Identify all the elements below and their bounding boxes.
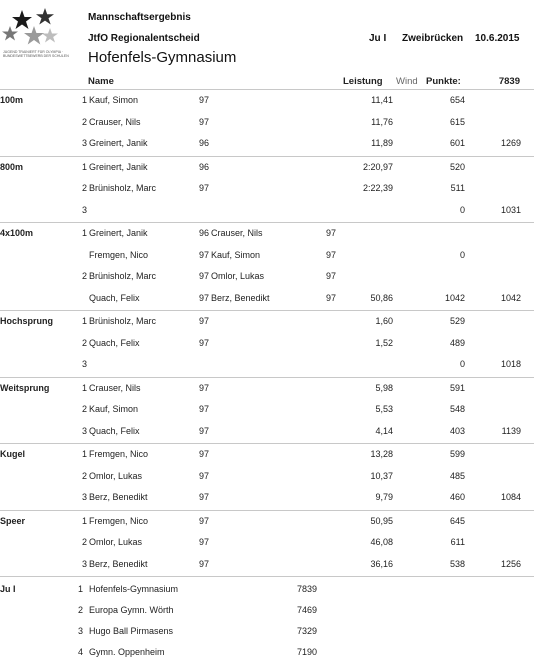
athlete-place: 1 [81, 95, 87, 105]
athlete-name: Kauf, Simon [89, 95, 139, 105]
column-header-punkte: Punkte: [426, 76, 461, 87]
competition-name: JtfO Regionalentscheid [88, 33, 200, 44]
athlete-name: Crauser, Nils [211, 228, 263, 238]
points: 645 [449, 515, 465, 526]
athlete-name: Crauser, Nils [89, 116, 141, 127]
athlete-name: Fremgen, Nico [89, 515, 149, 526]
star-icon [12, 10, 32, 29]
performance: 10,37 [370, 470, 393, 481]
athlete-year: 97 [326, 271, 337, 281]
row-divider [0, 310, 534, 311]
points: 489 [449, 337, 465, 348]
athlete-year: 97 [199, 425, 210, 436]
athlete-name: Fremgen, Nico [89, 249, 149, 260]
athlete-year: 97 [199, 492, 210, 502]
discipline-total: 1084 [500, 492, 521, 502]
athlete-year: 96 [199, 138, 210, 148]
athlete-year: 97 [199, 249, 210, 260]
points: 460 [449, 492, 465, 502]
athlete-name: Berz, Benedikt [211, 292, 270, 303]
performance: 50,86 [370, 292, 393, 303]
ranking-school: Europa Gymn. Wörth [89, 605, 174, 615]
row-divider [0, 443, 534, 444]
points: 485 [449, 470, 465, 481]
ranking-points: 7190 [297, 647, 318, 657]
discipline-name: Speer [0, 515, 26, 526]
ranking-class-label: Ju I [0, 584, 16, 594]
athlete-place: 3 [81, 492, 87, 502]
athlete-name: Kauf, Simon [89, 404, 139, 414]
athlete-place: 2 [81, 183, 87, 193]
performance: 11,89 [371, 138, 393, 148]
performance: 2:22,39 [362, 183, 393, 193]
athlete-name: Berz, Benedikt [89, 558, 148, 569]
ranking-place: 3 [77, 626, 83, 636]
ranking-points: 7469 [297, 605, 318, 615]
team-total-points: 7839 [498, 76, 520, 87]
points: 1042 [444, 292, 465, 303]
athlete-year: 97 [199, 515, 210, 526]
athlete-year: 97 [326, 228, 337, 238]
ranking-place: 2 [77, 605, 83, 615]
discipline-total: 1031 [500, 204, 521, 215]
venue: Zweibrücken [402, 33, 464, 44]
discipline-name: 800m [0, 161, 24, 172]
athlete-year: 97 [199, 558, 210, 569]
athlete-place: 3 [81, 558, 87, 569]
row-divider [0, 89, 534, 90]
athlete-year: 97 [199, 337, 210, 348]
performance: 4,14 [375, 425, 393, 436]
performance: 2:20,97 [362, 161, 393, 172]
points: 529 [449, 316, 465, 326]
athlete-place: 3 [81, 425, 87, 436]
athlete-name: Brünisholz, Marc [89, 183, 157, 193]
athlete-year: 97 [326, 292, 337, 303]
row-divider [0, 377, 534, 378]
athlete-year: 97 [199, 116, 210, 127]
ranking-points: 7329 [297, 626, 318, 636]
performance: 1,52 [375, 337, 393, 348]
school-name: Hofenfels-Gymnasium [88, 49, 237, 66]
athlete-place: 1 [81, 382, 87, 393]
athlete-place: 1 [81, 515, 87, 526]
discipline-name: Kugel [0, 449, 26, 459]
performance: 11,41 [371, 95, 393, 105]
points: 591 [449, 382, 465, 393]
athlete-place: 2 [81, 271, 87, 281]
athlete-year: 97 [199, 449, 210, 459]
ranking-points: 7839 [297, 584, 318, 594]
discipline-total: 1042 [500, 292, 521, 303]
ranking-school: Hofenfels-Gymnasium [89, 584, 179, 594]
event-date: 10.6.2015 [475, 33, 520, 44]
athlete-name: Greinert, Janik [89, 138, 148, 148]
athlete-year: 96 [199, 228, 210, 238]
athlete-year: 97 [199, 292, 210, 303]
athlete-year: 97 [199, 470, 210, 481]
athlete-name: Quach, Felix [89, 337, 140, 348]
points: 654 [449, 95, 465, 105]
points: 611 [450, 537, 465, 547]
athlete-place: 1 [81, 161, 87, 172]
points: 0 [459, 249, 465, 260]
points: 520 [449, 161, 465, 172]
column-header-leistung: Leistung [343, 76, 383, 87]
age-class: Ju I [369, 33, 387, 44]
athlete-place: 3 [81, 138, 87, 148]
star-icon [36, 8, 54, 25]
row-divider [0, 222, 534, 223]
athlete-year: 97 [199, 95, 210, 105]
performance: 36,16 [370, 558, 393, 569]
logo-text: JUGEND TRAINIERT FÜR OLYMPIA · BUNDESWETTBEWERB DER SCHULEN [3, 50, 69, 58]
performance: 5,53 [375, 404, 393, 414]
column-header-name: Name [88, 76, 114, 87]
athlete-name: Greinert, Janik [89, 228, 148, 238]
athlete-name: Kauf, Simon [211, 249, 261, 260]
discipline-name: 4x100m [0, 228, 34, 238]
athlete-place: 3 [81, 359, 87, 369]
star-icon [24, 26, 44, 45]
points: 511 [450, 183, 465, 193]
performance: 9,79 [375, 492, 393, 502]
star-icon [2, 26, 18, 41]
performance: 1,60 [375, 316, 393, 326]
athlete-name: Berz, Benedikt [89, 492, 148, 502]
points: 601 [449, 138, 465, 148]
athlete-name: Brünisholz, Marc [89, 316, 157, 326]
performance: 46,08 [370, 537, 393, 547]
discipline-name: Hochsprung [0, 316, 53, 326]
discipline-total: 1256 [500, 558, 521, 569]
athlete-place: 2 [81, 470, 87, 481]
ranking-place: 1 [77, 584, 83, 594]
row-divider [0, 510, 534, 511]
athlete-name: Greinert, Janik [89, 161, 148, 172]
points: 615 [449, 116, 465, 127]
column-header-wind: Wind [396, 76, 418, 87]
points: 538 [449, 558, 465, 569]
row-divider [0, 156, 534, 157]
row-divider [0, 576, 534, 577]
athlete-name: Omlor, Lukas [211, 271, 265, 281]
points: 548 [449, 404, 465, 414]
athlete-name: Omlor, Lukas [89, 537, 143, 547]
athlete-place: 1 [81, 316, 87, 326]
athlete-name: Quach, Felix [89, 292, 140, 303]
document-title: Mannschaftsergebnis [88, 12, 191, 23]
athlete-place: 2 [81, 537, 87, 547]
discipline-total: 1269 [500, 138, 521, 148]
discipline-name: Weitsprung [0, 382, 50, 393]
athlete-name: Fremgen, Nico [89, 449, 149, 459]
ranking-school: Gymn. Oppenheim [89, 647, 165, 657]
athlete-year: 97 [199, 316, 210, 326]
star-icon [42, 28, 58, 43]
athlete-name: Quach, Felix [89, 425, 140, 436]
discipline-total: 1139 [501, 425, 521, 436]
athlete-place: 1 [81, 228, 87, 238]
performance: 50,95 [370, 515, 393, 526]
discipline-name: 100m [0, 95, 24, 105]
athlete-year: 97 [199, 183, 210, 193]
athlete-place: 2 [81, 337, 87, 348]
athlete-year: 97 [326, 249, 337, 260]
ranking-school: Hugo Ball Pirmasens [89, 626, 174, 636]
athlete-year: 96 [199, 161, 210, 172]
points: 0 [459, 204, 465, 215]
athlete-year: 97 [199, 271, 210, 281]
athlete-year: 97 [199, 537, 210, 547]
athlete-place: 3 [81, 204, 87, 215]
discipline-total: 1018 [500, 359, 521, 369]
athlete-name: Brünisholz, Marc [89, 271, 157, 281]
athlete-name: Omlor, Lukas [89, 470, 143, 481]
athlete-year: 97 [199, 404, 210, 414]
performance: 11,76 [371, 116, 393, 127]
athlete-place: 2 [81, 404, 87, 414]
points: 0 [459, 359, 465, 369]
performance: 13,28 [370, 449, 393, 459]
ranking-place: 4 [77, 647, 83, 657]
points: 403 [449, 425, 465, 436]
athlete-name: Crauser, Nils [89, 382, 141, 393]
athlete-place: 1 [81, 449, 87, 459]
athlete-year: 97 [199, 382, 210, 393]
performance: 5,98 [375, 382, 393, 393]
athlete-place: 2 [81, 116, 87, 127]
points: 599 [449, 449, 465, 459]
